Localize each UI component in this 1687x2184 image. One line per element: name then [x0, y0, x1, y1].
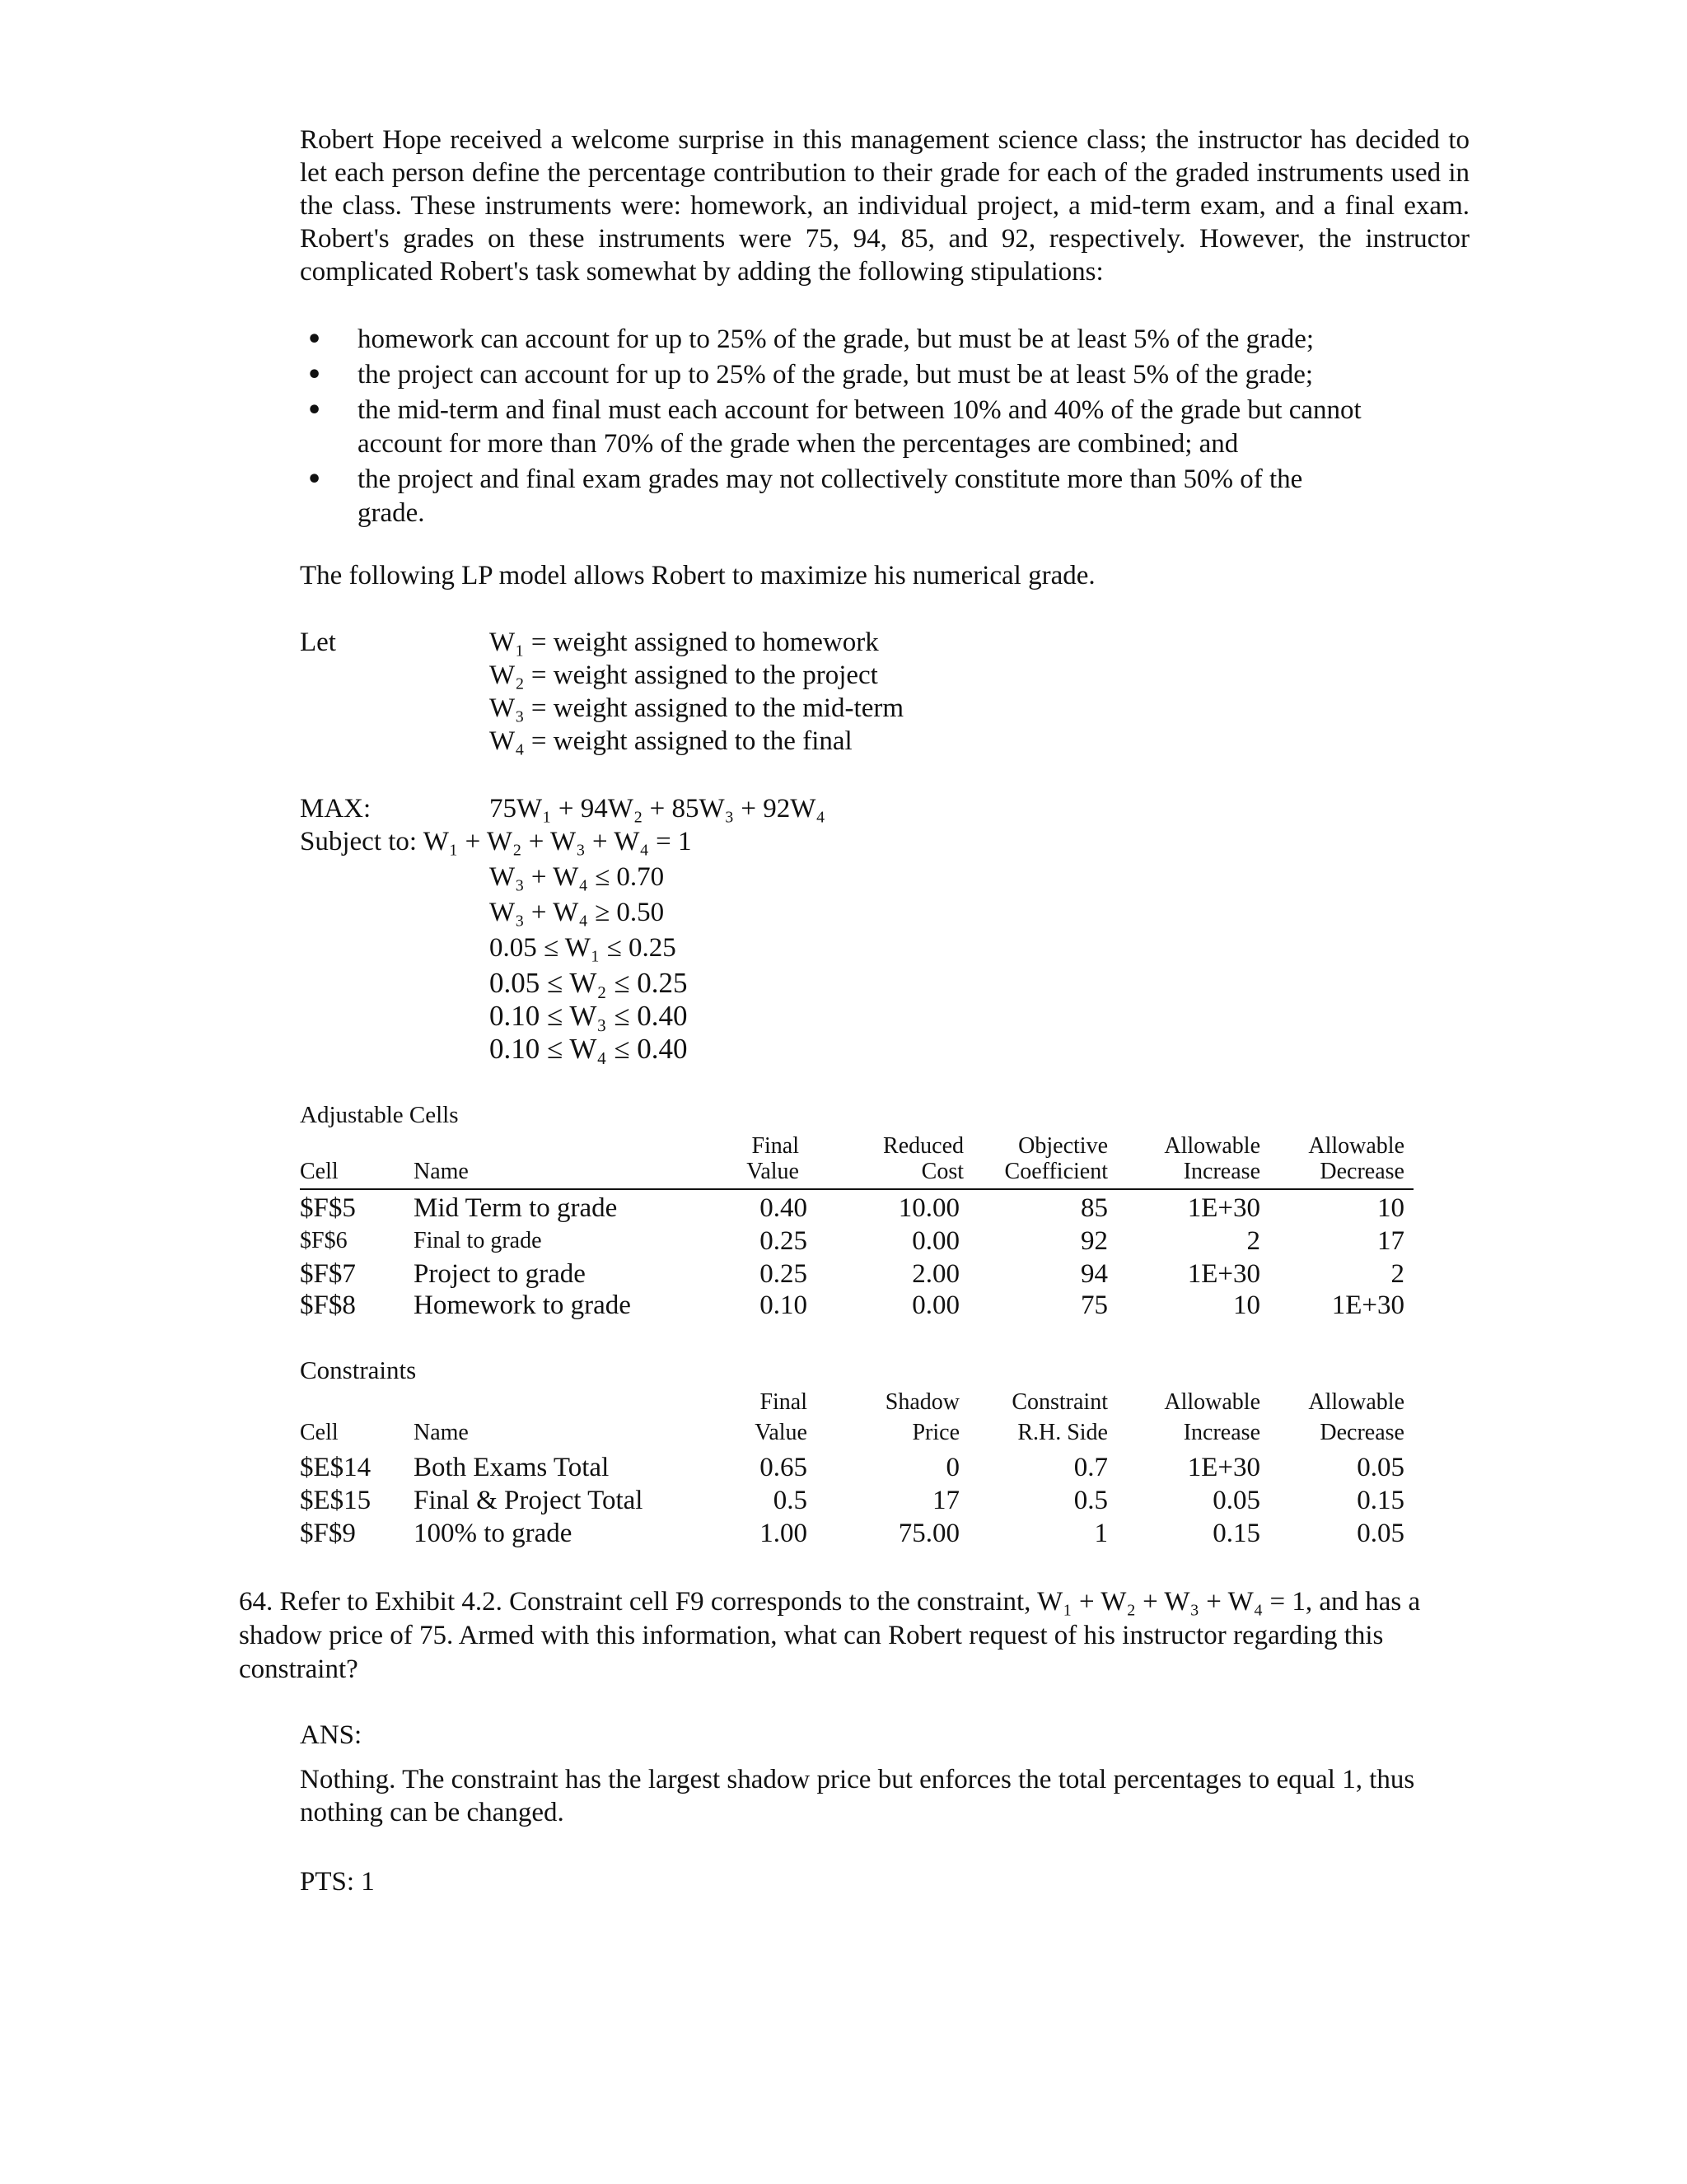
table-cell: 1E+30: [1187, 1259, 1260, 1289]
answer-label: ANS:: [300, 1720, 362, 1750]
table-cell: 0.65: [759, 1453, 807, 1482]
table-cell: 17: [932, 1486, 960, 1515]
problem-intro: Robert Hope received a welcome surprise in this management science class; the instructor has decided to let each person define the percentage contribution to their grade for each of the graded instruments used in the class. These instruments were: homework, an individual project, a mid-term exam, and a final exam. Robert's grades on these instruments were 75, 94, 85, and 92, respectively. However, the instructor complicated Robert's task somewhat by adding the following stipulations:: [300, 125, 1470, 287]
table-cell: 2.00: [912, 1259, 960, 1289]
adjustable-cells-caption: Adjustable Cells: [300, 1102, 459, 1128]
points: PTS: 1: [300, 1867, 375, 1897]
table-cell: 0.25: [759, 1226, 807, 1256]
column-header: Allowable: [1308, 1389, 1404, 1415]
column-header: Decrease: [1320, 1159, 1404, 1184]
column-header: Allowable: [1164, 1133, 1260, 1159]
constraint-line: 0.05 ≤ W₁ ≤ 0.25: [489, 933, 676, 963]
table-cell: 10: [1233, 1290, 1260, 1320]
table-cell: 94: [1081, 1259, 1108, 1289]
stipulation-text: the project and final exam grades may not collectively constitute more than 50% of the grade.: [357, 464, 1303, 528]
table-cell: 85: [1081, 1193, 1108, 1223]
table-cell: $E$14: [300, 1453, 372, 1482]
table-cell: $E$15: [300, 1486, 372, 1515]
stipulation-item: [300, 394, 1371, 461]
max-label: MAX:: [300, 794, 372, 824]
column-header: Increase: [1183, 1420, 1260, 1445]
table-cell: 0.05: [1357, 1453, 1404, 1482]
column-header: Final: [759, 1389, 807, 1415]
column-header: Cost: [921, 1159, 964, 1184]
table-cell: 1E+30: [1331, 1290, 1404, 1320]
table-cell: 1.00: [759, 1519, 807, 1548]
column-header: Name: [414, 1420, 469, 1445]
table-cell: 0.5: [773, 1486, 807, 1515]
subject-to: Subject to: W₁ + W₂ + W₃ + W₄ = 1: [300, 827, 692, 856]
table-cell: 75.00: [898, 1519, 960, 1548]
column-header: Constraint: [1012, 1389, 1108, 1415]
table-cell: 0.00: [912, 1226, 960, 1256]
column-header: Value: [755, 1420, 807, 1445]
table-cell: $F$7: [300, 1259, 356, 1289]
table-cell: 0.25: [759, 1259, 807, 1289]
bullet-icon: •: [306, 396, 323, 425]
answer-text: Nothing. The constraint has the largest shadow price but enforces the total percentages to equal 1, thus nothing can be changed.: [300, 1765, 1415, 1827]
bullet-icon: •: [306, 465, 323, 494]
column-header: Cell: [300, 1420, 339, 1445]
table-cell: 10: [1377, 1193, 1404, 1223]
column-header: Cell: [300, 1159, 339, 1184]
table-cell: 1E+30: [1187, 1193, 1260, 1223]
definition-w4: W₄ = weight assigned to the final: [489, 726, 853, 756]
table-cell: Mid Term to grade: [414, 1193, 618, 1223]
table-cell: 0.15: [1213, 1519, 1260, 1548]
column-header: Value: [746, 1159, 799, 1184]
column-header: Final: [751, 1133, 799, 1159]
table-cell: $F$9: [300, 1519, 356, 1548]
column-header: Allowable: [1308, 1133, 1404, 1159]
table-cell: 2: [1390, 1259, 1404, 1289]
lp-intro: The following LP model allows Robert to maximize his numerical grade.: [300, 561, 1096, 590]
constraints-caption: Constraints: [300, 1356, 417, 1384]
stipulation-item: [300, 323, 1371, 357]
let-label: Let: [300, 628, 336, 657]
constraint-line: 0.05 ≤ W₂ ≤ 0.25: [489, 967, 688, 999]
stipulation-text: the project can account for up to 25% of the grade, but must be at least 5% of the grade;: [357, 360, 1314, 390]
table-cell: Both Exams Total: [414, 1453, 610, 1482]
column-header: Coefficient: [1004, 1159, 1108, 1184]
table-cell: Final & Project Total: [414, 1486, 643, 1515]
bullet-icon: •: [306, 325, 323, 354]
table-cell: 0.15: [1357, 1486, 1404, 1515]
table-cell: 10.00: [898, 1193, 960, 1223]
table-cell: 1: [1094, 1519, 1108, 1548]
table-cell: 0.00: [912, 1290, 960, 1320]
table-cell: 17: [1377, 1226, 1404, 1256]
stipulation-text: the mid-term and final must each account for between 10% and 40% of the grade but cannot account for more than 70% of the grade when the percentages are combined; and: [357, 395, 1362, 459]
table-cell: $F$6: [300, 1228, 348, 1253]
table-cell: 100% to grade: [414, 1519, 572, 1548]
stipulation-item: [300, 463, 1371, 530]
answer-block: [300, 1719, 1474, 1898]
column-header: Allowable: [1164, 1389, 1260, 1415]
column-header: Increase: [1183, 1159, 1260, 1184]
stipulation-text: homework can account for up to 25% of the grade, but must be at least 5% of the grade;: [357, 324, 1315, 354]
definition-w2: W₂ = weight assigned to the project: [489, 660, 878, 690]
constraint-line: 0.10 ≤ W₄ ≤ 0.40: [489, 1033, 688, 1065]
table-cell: $F$8: [300, 1290, 356, 1320]
table-cell: 0.7: [1073, 1453, 1108, 1482]
column-header: Reduced: [883, 1133, 964, 1159]
table-cell: 75: [1081, 1290, 1108, 1320]
constraint-line: 0.10 ≤ W₃ ≤ 0.40: [489, 1000, 688, 1032]
column-header: Shadow: [885, 1389, 960, 1415]
definition-w1: W₁ = weight assigned to homework: [489, 628, 879, 657]
column-header: Price: [912, 1420, 960, 1445]
table-cell: 92: [1081, 1226, 1108, 1256]
table-cell: 0.05: [1213, 1486, 1260, 1515]
table-cell: Final to grade: [414, 1228, 542, 1253]
question-64: 64. Refer to Exhibit 4.2. Constraint cell F9 corresponds to the constraint, W₁ + W₂ + W₃ + W₄ = 1, and has a shadow price of 75. Armed with this information, what can Robert request of his instructor regarding this constraint?: [239, 1587, 1421, 1684]
stipulation-list: [300, 323, 1371, 532]
stipulation-item: [300, 358, 1371, 392]
table-cell: Homework to grade: [414, 1290, 631, 1320]
column-header: Objective: [1018, 1133, 1108, 1159]
table-header-rule: [300, 1188, 1414, 1190]
table-cell: $F$5: [300, 1193, 356, 1223]
constraint-line: W₃ + W₄ ≤ 0.70: [489, 862, 665, 892]
objective-function: 75W₁ + 94W₂ + 85W₃ + 92W₄: [489, 794, 825, 824]
table-cell: 0.5: [1073, 1486, 1108, 1515]
definition-w3: W₃ = weight assigned to the mid-term: [489, 693, 904, 723]
table-cell: 1E+30: [1187, 1453, 1260, 1482]
column-header: R.H. Side: [1017, 1420, 1108, 1445]
table-cell: 0: [946, 1453, 960, 1482]
table-cell: 0.10: [759, 1290, 807, 1320]
bullet-icon: •: [306, 361, 323, 390]
table-cell: 0.40: [759, 1193, 807, 1223]
constraint-line: W₃ + W₄ ≥ 0.50: [489, 898, 665, 927]
table-cell: 0.05: [1357, 1519, 1404, 1548]
table-cell: Project to grade: [414, 1259, 586, 1289]
table-cell: 2: [1246, 1226, 1260, 1256]
column-header: Name: [414, 1159, 469, 1184]
column-header: Decrease: [1320, 1420, 1404, 1445]
